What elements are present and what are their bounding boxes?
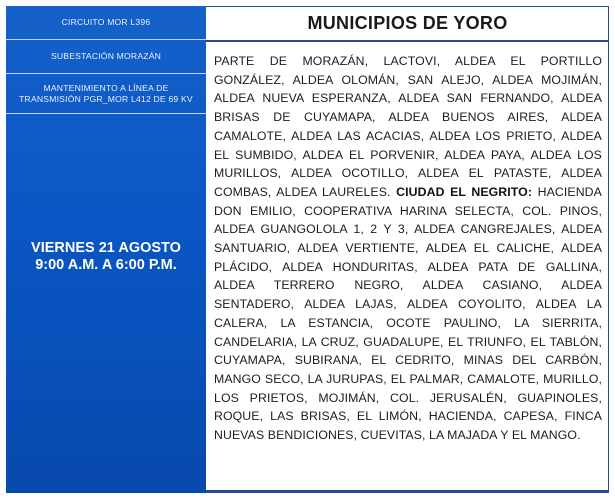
header: [206, 6, 609, 40]
schedule-date: VIERNES 21 AGOSTO: [31, 240, 181, 256]
affected-areas-part-2: HACIENDA DON EMILIO, COOPERATIVA HARINA SELECTA, COL. PINOS, ALDEA GUANGOLOLA 1, 2 Y 3, ALDEA CANGREJALES, ALDEA SANTUARIO, ALDEA VERTIENTE, ALDEA EL CALICHE, ALDEA PLÁCIDO, ALDEA HONDURITAS, ALDEA PATA DE GALLINA, ALDEA TERRERO NEGRO, ALDEA CASIANO, ALDEA SENTADERO, ALDEA LAJAS, ALDEA COYOLITO, ALDEA LA CALERA, LA ESTANCIA, OCOTE PAULINO, LA SIERRITA, CANDELARIA, LA CRUZ, GUADALUPE, EL TRIUNFO, EL TABLÓN, CUYAMAPA, SUBIRANA, EL CEDRITO, MINAS DEL CARBÓN, MANGO SECO, LA JURUPAS, EL PALMAR, CAMALOTE, MURILLO, LOS PRIETOS, MOJIMÁN, COL. JERUSALÉN, GUAPINOLES, ROQUE, LAS BRISAS, EL LIMÓN, HACIENDA, CAPESA, FINCA NUEVAS BENDICIONES, CUEVITAS, LA MAJADA Y EL MANGO.: [214, 184, 602, 443]
city-label: CIUDAD EL NEGRITO:: [396, 184, 533, 199]
schedule-time: 9:00 A.M. A 6:00 P.M.: [35, 257, 177, 273]
schedule-block: [6, 240, 206, 274]
bottom-divider: [206, 490, 609, 492]
affected-areas-text: [214, 52, 602, 445]
maintenance-label: MANTENIMIENTO A LÍNEA DE TRANSMISIÓN PGR_MOR L412 DE 69 KV: [6, 74, 206, 114]
substation-label: SUBESTACIÓN MORAZÁN: [6, 40, 206, 74]
circuit-label: CIRCUITO MOR L396: [6, 6, 206, 40]
affected-areas-part-1: PARTE DE MORAZÁN, LACTOVI, ALDEA EL PORTILLO GONZÁLEZ, ALDEA OLOMÁN, SAN ALEJO, ALDEA MOJIMÁN, ALDEA NUEVA ESPERANZA, ALDEA SAN FERNANDO, ALDEA BRISAS DE CUYAMAPA, ALDEA BUENOS AIRES, ALDEA CAMALOTE, ALDEA LAS ACACIAS, ALDEA LOS PRIETO, ALDEA EL SUMBIDO, ALDEA EL PORVENIR, ALDEA PAYA, ALDEA LOS MURILLOS, ALDEA OCOTILLO, ALDEA EL PATASTE, ALDEA COMBAS, ALDEA LAURELES.: [214, 54, 602, 199]
sidebar-panel: [6, 6, 206, 493]
header-divider: [206, 40, 609, 42]
page-title: MUNICIPIOS DE YORO: [307, 12, 508, 33]
